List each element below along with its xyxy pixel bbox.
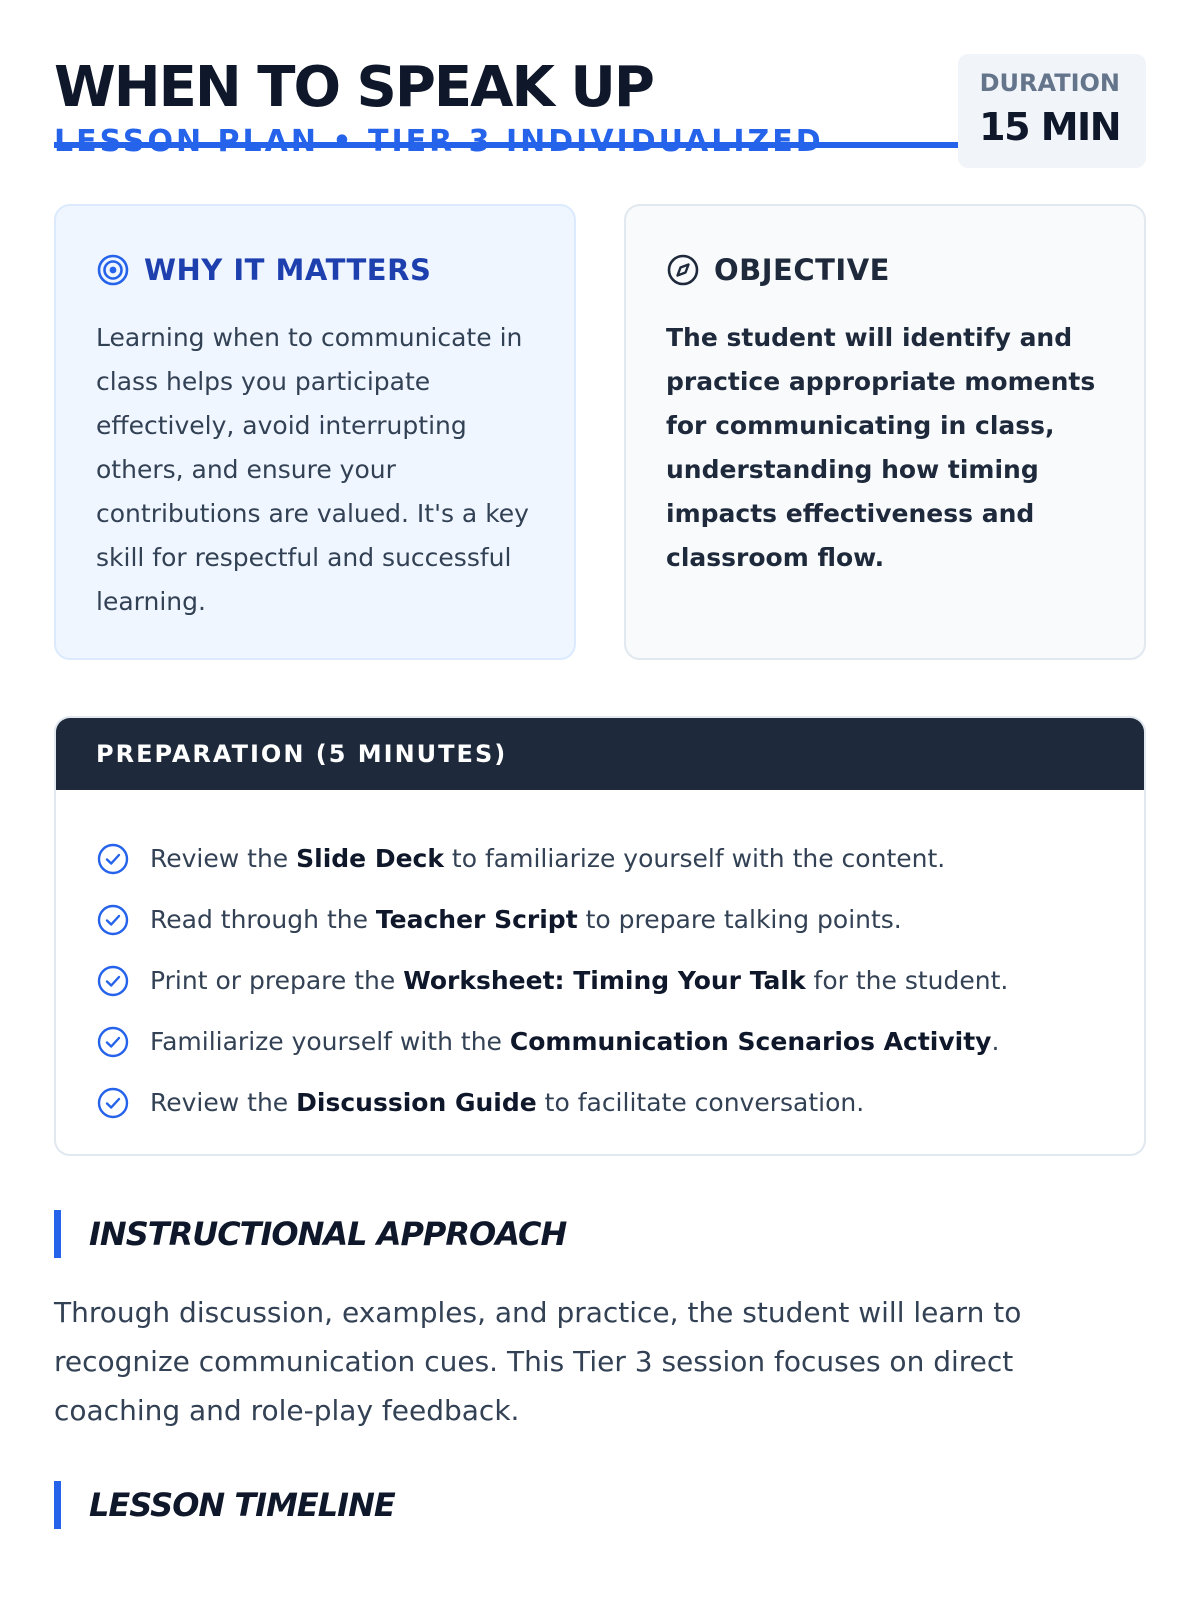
why-it-matters-heading: WHY IT MATTERS — [144, 253, 432, 287]
objective-text: The student will identify and practice appropriate moments for communicating in class, understanding how timing impacts effectiveness and classroom flow. — [666, 323, 1096, 572]
header — [54, 0, 1146, 159]
check-circle-icon — [96, 964, 130, 998]
list-item-text: Print or prepare the Worksheet: Timing Your Talk for the student. — [150, 966, 1009, 995]
list-item — [96, 950, 1144, 1011]
lesson-timeline-heading — [54, 1481, 1146, 1529]
check-circle-icon — [96, 1025, 130, 1059]
list-item-text: Familiarize yourself with the Communication Scenarios Activity. — [150, 1027, 1000, 1056]
list-item — [96, 1072, 1144, 1133]
check-circle-icon — [96, 903, 130, 937]
objective-heading: OBJECTIVE — [714, 253, 890, 287]
compass-icon — [666, 253, 700, 287]
list-item — [96, 828, 1144, 889]
why-it-matters-card — [54, 204, 576, 660]
preparation-header — [56, 718, 1144, 790]
target-icon — [96, 253, 130, 287]
info-cards — [54, 204, 1146, 660]
why-it-matters-text: Learning when to communicate in class helps you participate effectively, avoid interrupting others, and ensure your contributions are valued. It's a key skill for respectful and successful learning. — [96, 323, 529, 616]
section-heading-text: INSTRUCTIONAL APPROACH — [89, 1215, 567, 1253]
page-subtitle: LESSON PLAN • TIER 3 INDIVIDUALIZED — [54, 124, 824, 159]
list-item-text: Read through the Teacher Script to prepare talking points. — [150, 905, 902, 934]
preparation-heading: PREPARATION (5 MINUTES) — [96, 740, 508, 768]
list-item — [96, 889, 1144, 950]
list-item — [96, 1011, 1144, 1072]
instructional-approach-heading — [54, 1210, 1146, 1258]
section-heading-text: LESSON TIMELINE — [89, 1486, 395, 1524]
preparation-panel — [54, 716, 1146, 1156]
instructional-approach-text: Through discussion, examples, and practice, the student will learn to recognize communication cues. This Tier 3 session focuses on direct coaching and role-play feedback. — [54, 1296, 1022, 1427]
list-item-text: Review the Slide Deck to familiarize yourself with the content. — [150, 844, 946, 873]
objective-header — [666, 250, 1104, 290]
check-circle-icon — [96, 842, 130, 876]
preparation-list — [56, 790, 1144, 1133]
objective-card — [624, 204, 1146, 660]
duration-value: 15 MIN — [979, 105, 1120, 149]
list-item-text: Review the Discussion Guide to facilitate conversation. — [150, 1088, 865, 1117]
duration-label: DURATION — [979, 69, 1120, 97]
check-circle-icon — [96, 1086, 130, 1120]
why-it-matters-header — [96, 250, 534, 290]
page-title: WHEN TO SPEAK UP — [54, 55, 653, 120]
duration-badge — [958, 54, 1146, 168]
